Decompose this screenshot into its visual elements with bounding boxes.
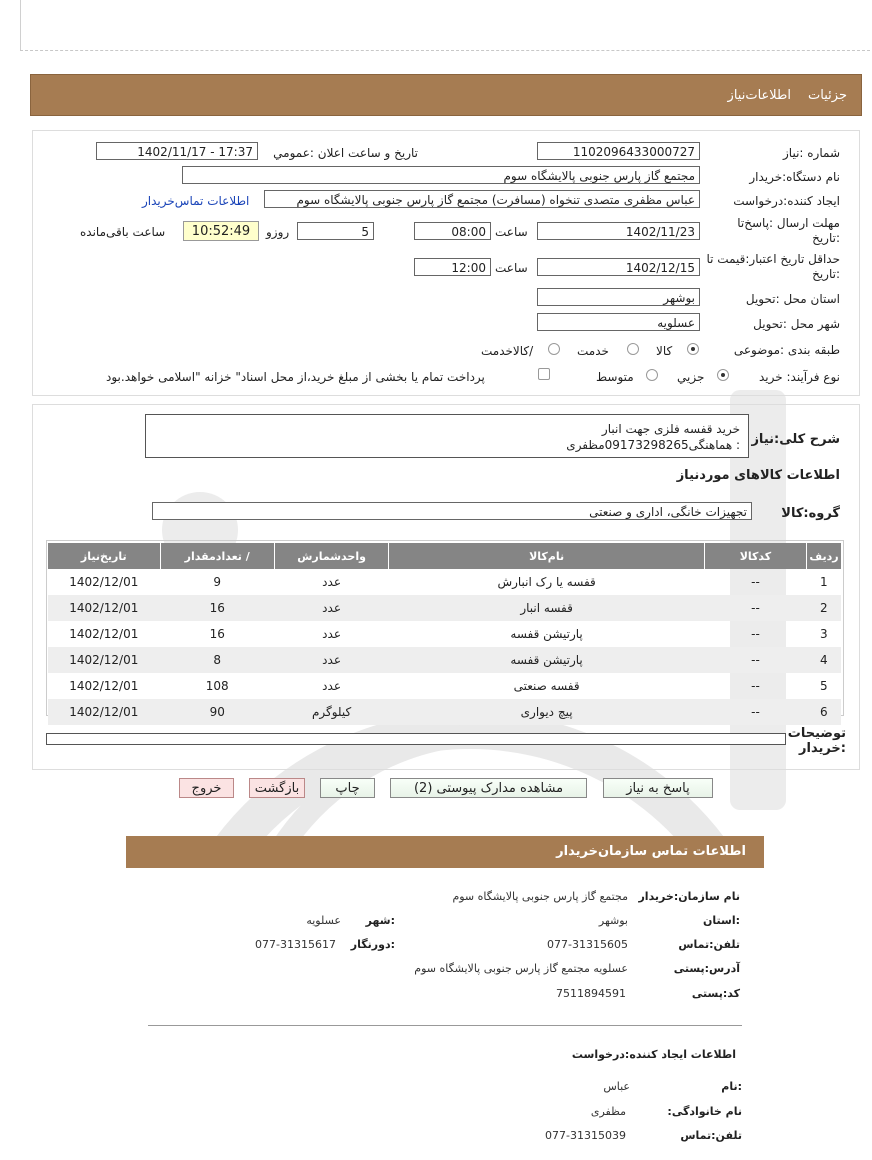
cell-row: 4 — [807, 647, 841, 673]
need-number-field: 1102096433000727 — [537, 142, 700, 160]
print-button[interactable]: چاپ — [320, 778, 375, 798]
goods-section-title: اطلاعات کالاهای موردنیاز — [676, 468, 840, 483]
cell-date: 1402/12/01 — [48, 699, 161, 725]
description-line-2: : هماهنگی09173298265مظفری — [566, 438, 740, 452]
buyer-contact-link[interactable]: اطلاعات تماس‌خریدار — [142, 194, 250, 208]
cell-name: پیچ دیواری — [389, 699, 705, 725]
goods-table-header-row — [48, 543, 842, 569]
contact-address-label: آدرس:پستی — [673, 962, 740, 975]
contact-province-label: :استان — [703, 914, 740, 927]
cell-row: 3 — [819, 627, 828, 641]
goods-group-field: تجهیزات خانگی، اداری و صنعتی — [152, 502, 752, 520]
top-divider — [20, 50, 870, 51]
col-code: کدکالا — [704, 543, 806, 569]
reply-button[interactable]: پاسخ به نیاز — [603, 778, 713, 798]
table-row — [48, 647, 842, 673]
city-field: عسلویه — [537, 313, 700, 331]
cell-unit: عدد — [322, 627, 341, 641]
category-goods-label: کالا — [656, 344, 673, 358]
description-box — [145, 414, 749, 458]
process-medium-label: متوسط — [596, 370, 634, 384]
province-field: بوشهر — [537, 288, 700, 306]
buyer-notes-label: توضیحات :خریدار — [787, 726, 846, 756]
cell-row: 2 — [807, 595, 841, 621]
cell-name: پارتیشن قفسه — [510, 627, 583, 641]
cell-name: قفسه صنعتی — [513, 679, 580, 693]
treasury-payment-checkbox[interactable] — [538, 368, 550, 380]
cell-unit: کیلوگرم — [274, 699, 388, 725]
validity-time-label: ساعت — [495, 261, 528, 275]
creator-phone-label: تلفن:تماس — [680, 1129, 742, 1142]
cell-qty: 108 — [205, 679, 229, 693]
contact-separator — [148, 1025, 742, 1026]
cell-qty: 16 — [160, 595, 274, 621]
contact-postal-value: 7511894591 — [556, 987, 626, 1000]
validity-time-field: 12:00 — [414, 258, 491, 276]
contact-city-value: عسلویه — [306, 914, 341, 927]
contact-fax-value: 077-31315617 — [255, 938, 336, 951]
table-row — [48, 569, 842, 595]
cell-unit: عدد — [274, 647, 388, 673]
cell-row: 1 — [819, 575, 828, 589]
cell-code: -- — [751, 627, 760, 641]
cell-name: قفسه یا رک انبارش — [497, 575, 596, 589]
tab-details[interactable]: جزئیات — [808, 88, 847, 103]
creator-label: ایجاد کننده:درخواست — [733, 194, 840, 208]
process-radio-medium[interactable] — [646, 369, 658, 381]
buyer-notes-field — [46, 733, 786, 745]
contact-header-bar — [126, 836, 764, 868]
province-label: استان محل :تحویل — [745, 292, 840, 306]
days-field: 5 — [297, 222, 374, 240]
cell-date: 1402/12/01 — [69, 679, 139, 693]
contact-province-value: بوشهر — [598, 914, 628, 927]
col-row: ردیف — [807, 543, 841, 569]
category-both-label: /کالاخدمت — [481, 344, 534, 358]
cell-row: 5 — [819, 679, 828, 693]
deadline-date-field: 1402/11/23 — [537, 222, 700, 240]
cell-code: -- — [751, 679, 760, 693]
table-row — [48, 699, 842, 725]
cell-date: 1402/12/01 — [69, 627, 139, 641]
category-label: طبقه بندی :موضوعی — [733, 343, 840, 357]
creator-name-value: عباس — [603, 1080, 630, 1093]
contact-header-title: اطلاعات تماس سازمان‌خریدار — [556, 844, 746, 859]
cell-code: -- — [704, 595, 806, 621]
validity-date-field: 1402/12/15 — [537, 258, 700, 276]
tab-need-info[interactable]: اطلاعات‌نیاز — [727, 88, 791, 103]
cell-unit: عدد — [322, 575, 341, 589]
process-radio-minor[interactable] — [717, 369, 729, 381]
category-radio-goods[interactable] — [687, 343, 699, 355]
description-line-1: خرید قفسه فلزی جهت انبار — [601, 422, 740, 436]
cell-code: -- — [751, 575, 760, 589]
back-button[interactable]: بازگشت — [249, 778, 305, 798]
buyer-org-label: نام دستگاه:خریدار — [749, 170, 840, 184]
cell-date: 1402/12/01 — [69, 575, 139, 589]
announce-date-field: 1402/11/17 - 17:37 — [96, 142, 258, 160]
cell-row: 6 — [807, 699, 841, 725]
city-label: شهر محل :تحویل — [753, 317, 840, 331]
need-number-label: شماره :نیاز — [783, 146, 840, 160]
treasury-payment-text: پرداخت تمام یا بخشی از مبلغ خرید،از محل اسناد" خزانه "اسلامی خواهد.بود — [106, 370, 485, 384]
cell-name: قفسه انبار — [389, 595, 705, 621]
deadline-time-label: ساعت — [495, 225, 528, 239]
goods-table-frame — [46, 540, 844, 719]
table-row — [48, 621, 842, 647]
col-qty: / تعدادمقدار — [160, 543, 274, 569]
table-row — [48, 673, 842, 699]
description-label: شرح کلی:نیاز — [751, 432, 840, 447]
col-name: نام‌کالا — [389, 543, 705, 569]
goods-group-label: گروه:کالا — [781, 506, 840, 521]
process-label: نوع فرآیند: خرید — [759, 370, 840, 384]
cell-qty: 16 — [209, 627, 225, 641]
exit-button[interactable]: خروج — [179, 778, 234, 798]
goods-table — [47, 543, 841, 725]
table-row — [48, 595, 842, 621]
top-header-bar — [30, 74, 862, 116]
contact-org-value: مجتمع گاز پارس جنوبی پالایشگاه سوم — [452, 890, 628, 903]
announce-date-label: تاریخ و ساعت اعلان :عمومي — [273, 146, 418, 160]
cell-unit: عدد — [274, 595, 388, 621]
remaining-label: ساعت باقی‌مانده — [80, 225, 166, 239]
cell-qty: 8 — [160, 647, 274, 673]
days-label: روزو — [266, 225, 290, 239]
creator-phone-value: 077-31315039 — [545, 1129, 626, 1142]
contact-fax-label: :دورنگار — [350, 938, 395, 951]
category-service-label: خدمت — [577, 344, 609, 358]
remaining-timer: 10:52:49 — [183, 221, 259, 241]
category-radio-service[interactable] — [627, 343, 639, 355]
cell-name: پارتیشن قفسه — [389, 647, 705, 673]
contact-phone-label: تلفن:تماس — [678, 938, 740, 951]
category-radio-both[interactable] — [548, 343, 560, 355]
cell-unit: عدد — [322, 679, 341, 693]
contact-phone-value: 077-31315605 — [547, 938, 628, 951]
buyer-org-field: مجتمع گاز پارس جنوبی پالایشگاه سوم — [182, 166, 700, 184]
left-border-line — [20, 0, 21, 50]
creator-info-title: اطلاعات ایجاد کننده:درخواست — [571, 1048, 736, 1061]
col-unit: واحدشمارش — [274, 543, 388, 569]
contact-city-label: :شهر — [365, 914, 395, 927]
cell-qty: 9 — [213, 575, 222, 589]
contact-org-label: نام سازمان:خریدار — [638, 890, 740, 903]
cell-date: 1402/12/01 — [48, 647, 161, 673]
creator-family-label: نام خانوادگی: — [667, 1105, 742, 1118]
deadline-time-field: 08:00 — [414, 222, 491, 240]
cell-date: 1402/12/01 — [48, 595, 161, 621]
cell-code: -- — [704, 647, 806, 673]
creator-family-value: مظفری — [590, 1105, 626, 1118]
deadline-label: مهلت ارسال :پاسخ‌تا :تاریخ — [737, 216, 840, 245]
cell-code: -- — [704, 699, 806, 725]
creator-field: عباس مظفری متصدی تنخواه (مسافرت) مجتمع گاز پارس جنوبی پالایشگاه سوم — [264, 190, 700, 208]
cell-qty: 90 — [160, 699, 274, 725]
creator-name-label: :نام — [721, 1080, 742, 1093]
contact-postal-label: کد:پستی — [691, 987, 740, 1000]
validity-label: حداقل تاریخ اعتبار:قیمت تا :تاریخ — [706, 252, 840, 281]
view-attachments-button[interactable]: مشاهده مدارک پیوستی (2) — [390, 778, 587, 798]
process-minor-label: جزیي — [677, 370, 705, 384]
contact-address-value: عسلویه مجتمع گاز پارس جنوبی پالایشگاه سوم — [414, 962, 628, 975]
col-date: تاریخ‌نیاز — [48, 543, 161, 569]
